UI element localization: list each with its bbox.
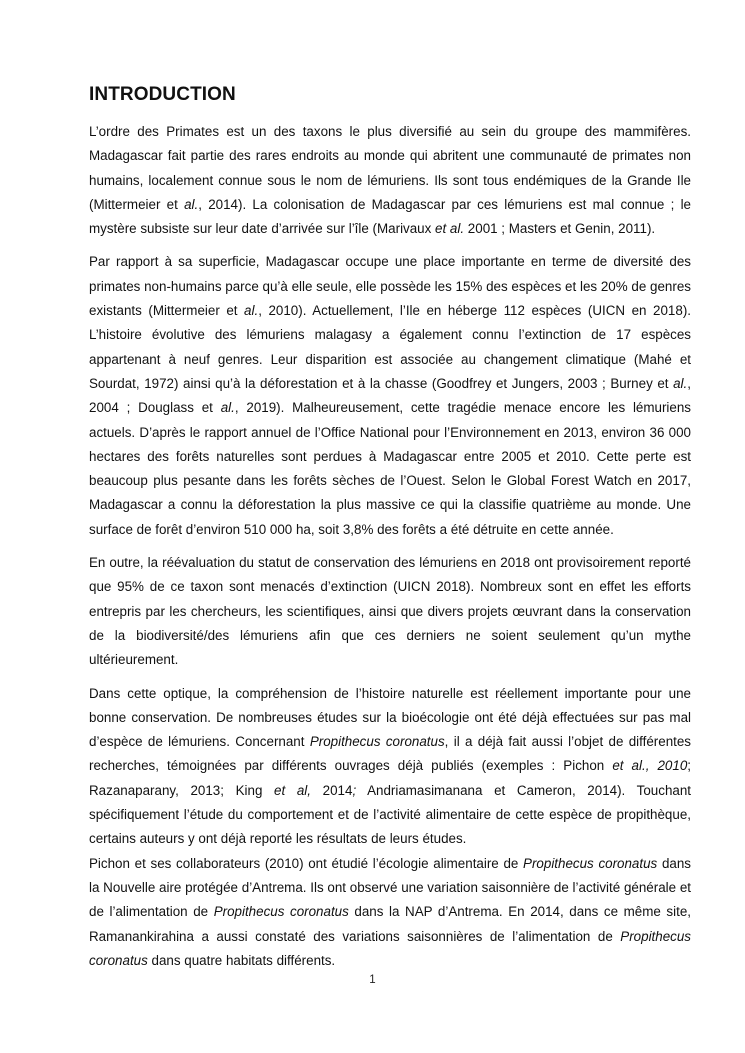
text-run: En outre, la réévaluation du statut de conservation des lémuriens en 2018 ont provisoirement reporté que 95% de ce taxon sont menacés d’extinction (UICN 2018). Nombreux sont en effet les efforts entrepris par les chercheurs, les scientifiques, ainsi que divers projets œuvrant dans la conservation de la biodiversité/des lémuriens afin que ces derniers ne soient seulement qu’un mythe ultérieurement. <box>89 555 691 668</box>
paragraph-1 <box>89 120 691 241</box>
italic-text-run: Propithecus coronatus <box>213 904 349 920</box>
text-run: Dans cette optique, la compréhension de l’histoire naturelle est réellement importante pour une bonne conservation. De nombreuses études sur la bioécologie ont été déjà effectuées sur pas mal d’espèce de lémuriens. Concernant <box>89 685 691 750</box>
italic-text-run: Propithecus coronatus <box>89 928 691 968</box>
text-run: , il a déjà fait aussi l’objet de différentes recherches, témoignées par différents ouvrages déjà publiés (exemples : Pichon <box>89 734 692 774</box>
italic-text-run: et al., 2010 <box>612 758 688 774</box>
document-page <box>89 84 691 982</box>
text-run: , 2004 ; Douglass et <box>89 375 691 416</box>
text-run: Par rapport à sa superficie, Madagascar occupe une place importante en terme de diversité des primates non-humains parce qu’à elle seule, elle possède les 15% des espèces et les 20% de genres existants (Mittermeier et <box>89 254 691 319</box>
italic-text-run: et al, <box>274 782 311 798</box>
text-run: dans quatre habitats différents. <box>147 952 336 968</box>
text-run: , 2014). La colonisation de Madagascar par ces lémuriens est mal connue ; le mystère subsiste sur leur date d’arrivée sur l’île (Marivaux <box>89 196 691 237</box>
text-run: 2001 ; Masters et Genin, 2011). <box>464 221 656 237</box>
text-run: dans la NAP d’Antrema. En 2014, dans ce même site, Ramanankirahina a aussi constaté des variations saisonnières de l’alimentation de <box>89 904 691 944</box>
italic-text-run: Propithecus coronatus <box>523 855 658 871</box>
page-title: INTRODUCTION <box>89 84 236 105</box>
italic-text-run: al. <box>184 196 199 212</box>
paragraph-4 <box>89 682 691 852</box>
text-run: , 2010). Actuellement, l’Ile en héberge 112 espèces (UICN en 2018). L’histoire évolutive des lémuriens malagasy a également connu l’extinction de 17 espèces appartenant à neuf genres. Leur disparition est associée au changement climatique (Mahé et Sourdat, 1972) ainsi qu’à la déforestation et à la chasse (Goodfrey et Jungers, 2003 ; Burney et <box>89 303 691 391</box>
text-run: Pichon et ses collaborateurs (2010) ont étudié l’écologie alimentaire de <box>89 855 524 871</box>
text-run: ; Razanaparany, 2013; King <box>89 758 691 798</box>
paragraph-5 <box>89 852 691 973</box>
paragraph-2 <box>89 250 691 542</box>
text-run: , 2019). Malheureusement, cette tragédie menace encore les lémuriens actuels. D’après le rapport annuel de l’Office National pour l’Environnement en 2013, environ 36 000 hectares des forêts naturelles sont perdues à Madagascar entre 2005 et 2010. Cette perte est beaucoup plus pesante dans les forêts sèches de l’Ouest. Selon le Global Forest Watch en 2017, Madagascar a connu la déforestation la plus massive ce qui la classifie quatrième au monde. Une surface de forêt d’environ 510 000 ha, soit 3,8% des forêts a été détruite en cette année. <box>89 400 691 537</box>
text-run: L’ordre des Primates est un des taxons le plus diversifié au sein du groupe des mammifères. Madagascar fait partie des rares endroits au monde qui abritent une communauté de primates non humains, localement connue sous le nom de lémuriens. Ils sont tous endémiques de la Grande Ile (Mittermeier et <box>89 124 691 212</box>
italic-text-run: et al. <box>435 221 465 237</box>
paragraph-3 <box>89 551 691 672</box>
italic-text-run: al. <box>220 400 235 416</box>
italic-text-run: al. <box>673 375 688 391</box>
page-number: 1 <box>369 974 376 986</box>
text-run: 2014 <box>311 782 353 798</box>
italic-text-run: Propithecus coronatus <box>309 734 445 750</box>
text-run: Andriamasimanana et Cameron, 2014). Touchant spécifiquement l’étude du comportement et de l’activité alimentaire de cette espèce de propithèque, certains auteurs y ont déjà reporté les résultats de leurs études. <box>89 782 692 847</box>
italic-text-run: ; <box>352 782 357 798</box>
text-run: dans la Nouvelle aire protégée d’Antrema. Ils ont observé une variation saisonnière de l’activité générale et de l’alimentation de <box>89 855 691 920</box>
italic-text-run: al. <box>244 303 259 319</box>
